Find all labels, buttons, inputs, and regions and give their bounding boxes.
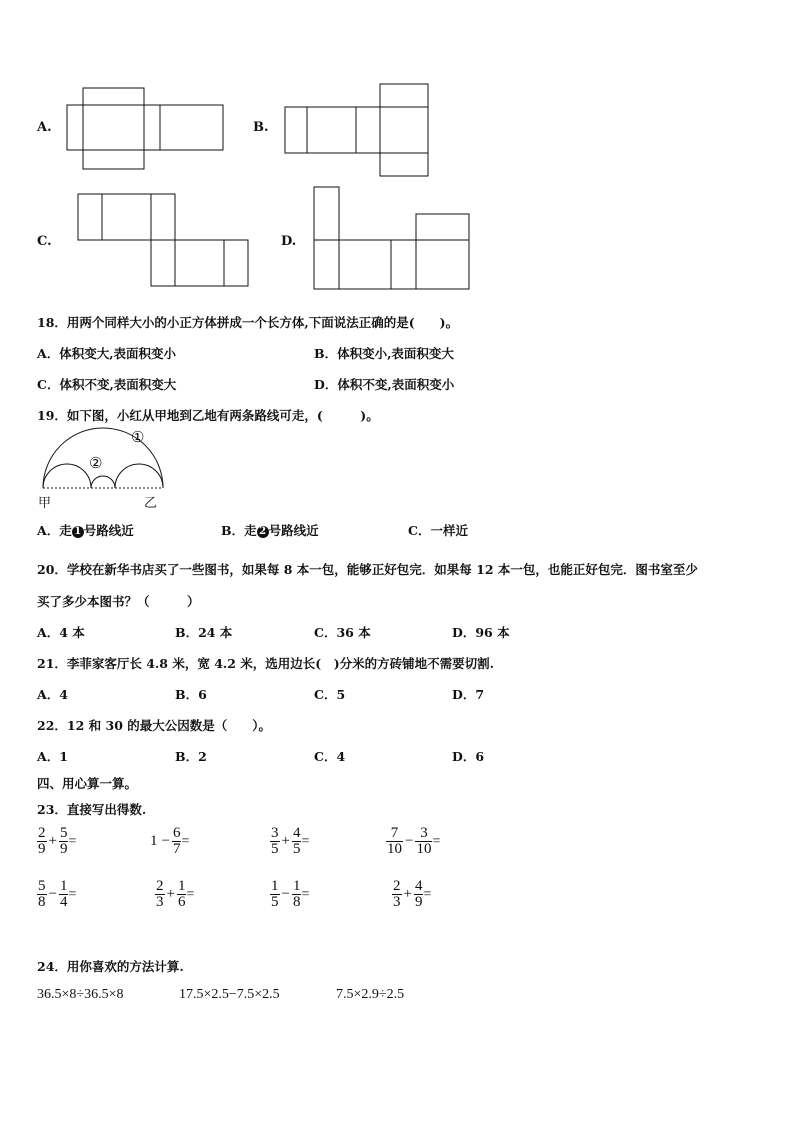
q19-option-b: B．走 2 号路线近 (221, 523, 319, 538)
q20-option-c: C．36 本 (314, 625, 371, 640)
q18-text: 18．用两个同样大小的小正方体拼成一个长方体,下面说法正确的是( )。 (37, 315, 459, 330)
q20-option-b: B．24 本 (175, 625, 233, 640)
route-2-label: ② (89, 454, 103, 472)
route-1-badge: 1 (72, 526, 84, 538)
net-c (78, 194, 248, 286)
q21-option-b: B．6 (175, 687, 207, 702)
q21-text: 21．李菲家客厅长 4.8 米，宽 4.2 米，选用边长( )分米的方砖铺地不需要切割. (37, 656, 494, 671)
q18-option-a: A．体积变大,表面积变小 (37, 346, 177, 361)
q18-option-d: D．体积不变,表面积变小 (314, 377, 455, 392)
q18-option-b: B．体积变小,表面积变大 (314, 346, 454, 361)
route-2-arc-middle (91, 476, 115, 488)
q18-option-c: C．体积不变,表面积变大 (37, 377, 177, 392)
net-d (314, 187, 469, 289)
net-a-label: A. (37, 120, 52, 135)
q23-expr-1: $\frac{2}{9}$ + $\frac{5}{9}$ = (38, 825, 77, 857)
q20-option-a: A．4 本 (37, 625, 85, 640)
q19-option-c: C．一样近 (408, 523, 468, 538)
q21-option-c: C．5 (314, 687, 346, 702)
route-2-badge: 2 (257, 526, 269, 538)
q23-expr-8: $\frac{2}{3}$ + $\frac{4}{9}$ = (393, 878, 432, 910)
q23-expr-5: $\frac{5}{8}$ − $\frac{1}{4}$ = (38, 878, 77, 910)
q24-text: 24．用你喜欢的方法计算. (37, 959, 184, 974)
q22-option-a: A．1 (37, 749, 68, 764)
q21-option-d: D．7 (452, 687, 485, 702)
q23-expr-4: $\frac{7}{10}$ − $\frac{3}{10}$ = (387, 825, 441, 857)
q19-option-a: A．走 1 号路线近 (37, 523, 134, 538)
q21-option-a: A．4 (37, 687, 68, 702)
q23-text: 23．直接写出得数. (37, 802, 147, 817)
q20-text-line1: 20．学校在新华书店买了一些图书，如果每 8 本一包，能够正好包完．如果每 12 本一包，也能正好包完．图书室至少 (37, 562, 698, 577)
q22-text: 22．12 和 30 的最大公因数是（ ）。 (37, 718, 271, 733)
q24-expr-2: 17.5×2.5−7.5×2.5 (179, 987, 280, 1002)
q22-option-b: B．2 (175, 749, 207, 764)
q20-option-d: D．96 本 (452, 625, 510, 640)
q20-text-line2: 买了多少本图书？（ ） (37, 594, 200, 609)
q22-option-c: C．4 (314, 749, 346, 764)
q22-option-d: D．6 (452, 749, 485, 764)
end-point-label: 乙 (144, 496, 158, 511)
net-c-label: C. (37, 234, 52, 249)
net-b-label: B. (253, 120, 269, 135)
route-1-arc (43, 428, 163, 488)
net-a (67, 88, 223, 169)
q23-expr-7: $\frac{1}{5}$ − $\frac{1}{8}$ = (271, 878, 310, 910)
q24-expr-3: 7.5×2.9÷2.5 (336, 987, 405, 1002)
q23-expr-3: $\frac{3}{5}$ + $\frac{4}{5}$ = (271, 825, 310, 857)
net-d-label: D. (281, 234, 297, 249)
q23-expr-6: $\frac{2}{3}$ + $\frac{1}{6}$ = (156, 878, 195, 910)
route-1-label: ① (131, 428, 145, 446)
q24-expr-1: 36.5×8÷36.5×8 (37, 987, 124, 1002)
route-2-arc-right (115, 464, 163, 488)
route-2-arc-left (43, 464, 91, 488)
start-point-label: 甲 (38, 496, 52, 511)
net-figures (0, 0, 794, 300)
net-b (285, 84, 428, 176)
section-4-title: 四、用心算一算。 (37, 776, 138, 791)
q19-text: 19．如下图，小红从甲地到乙地有两条路线可走，( )。 (37, 408, 379, 423)
q23-expr-2: 1 − $\frac{6}{7}$ = (150, 825, 190, 857)
